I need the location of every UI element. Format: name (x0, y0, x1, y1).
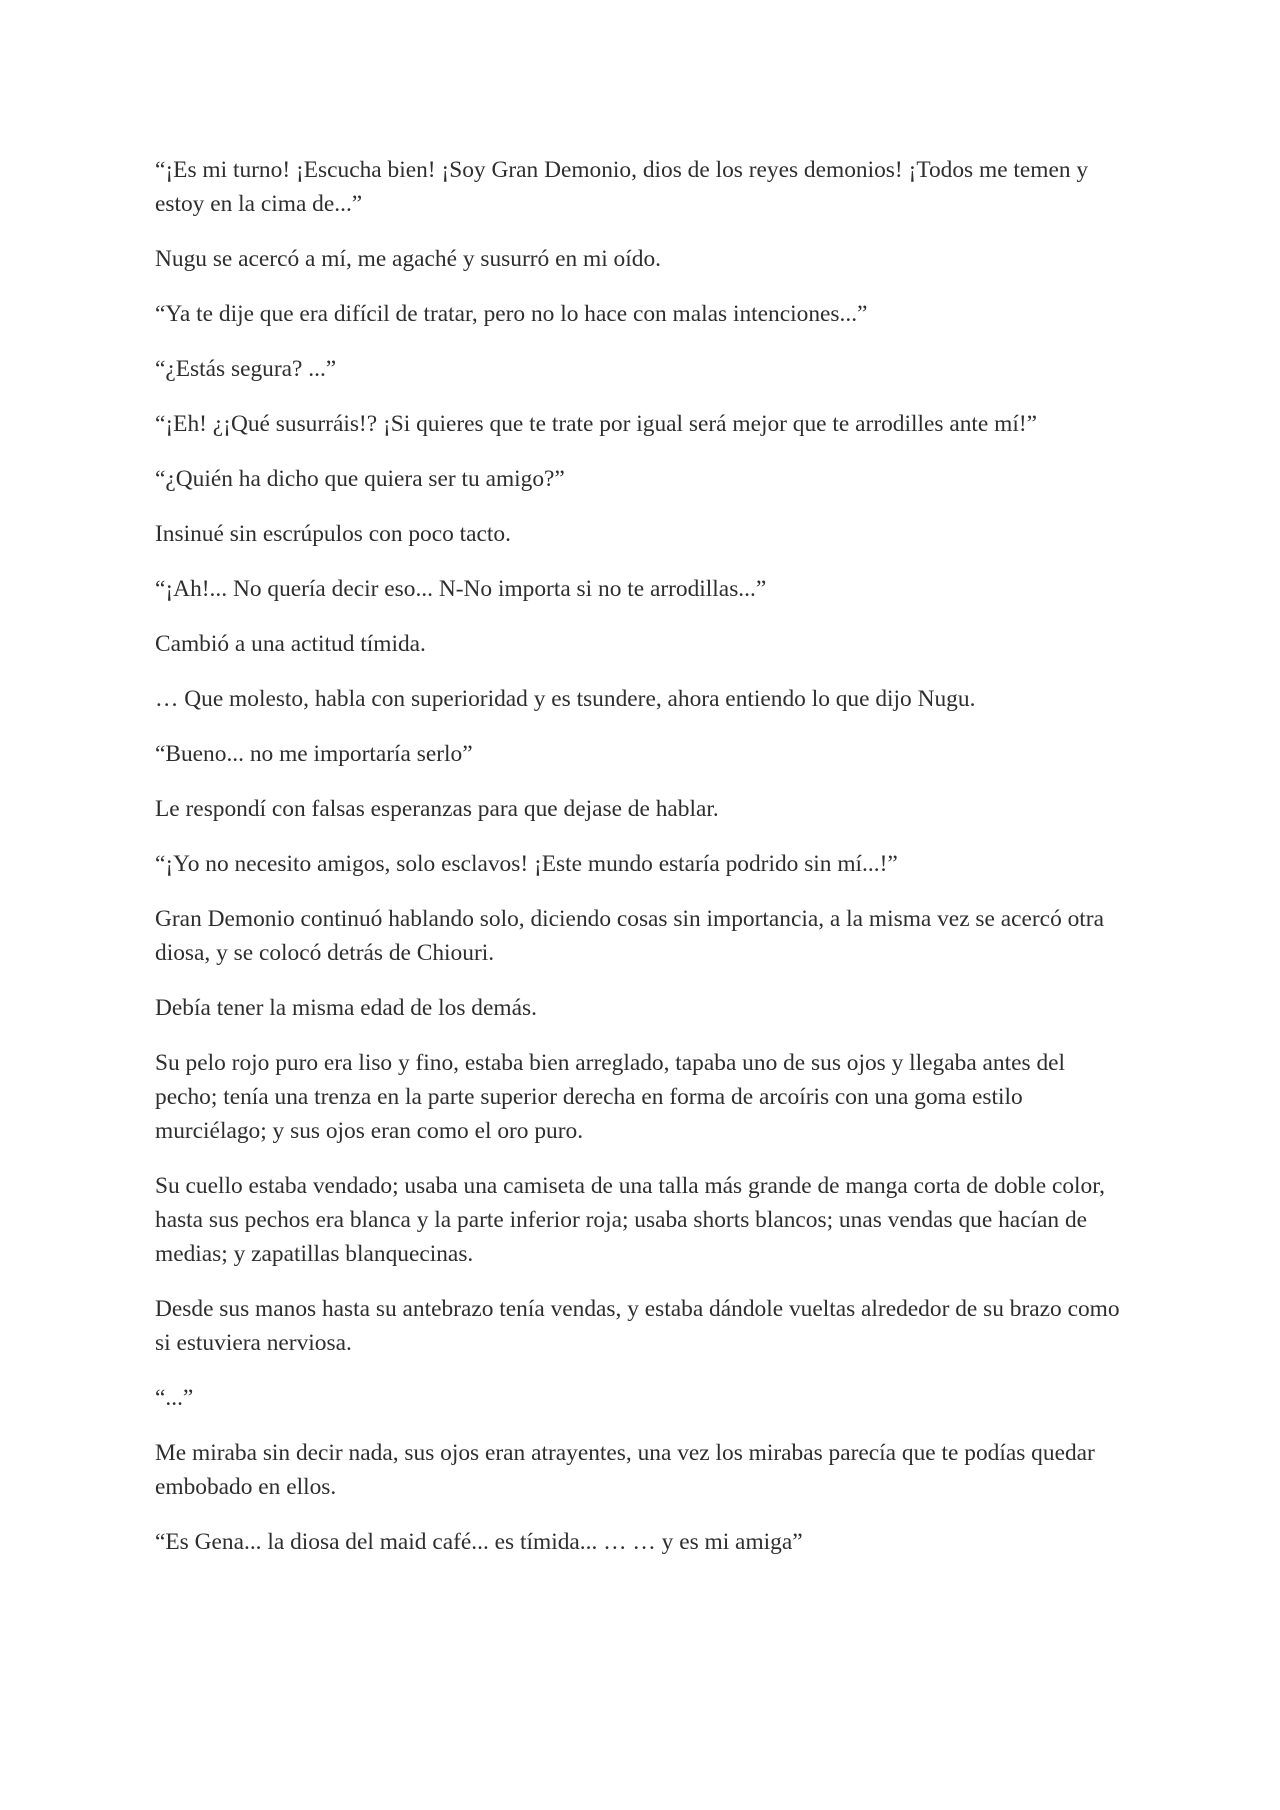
paragraph-4: “¿Estás segura? ...” (155, 356, 337, 382)
paragraph-20: Me miraba sin decir nada, sus ojos eran atrayentes, una vez los mirabas parecía que te podías quedar embobado en ellos. (155, 1440, 1101, 1500)
paragraph-7: Insinué sin escrúpulos con poco tacto. (155, 521, 511, 547)
paragraph-5: “¡Eh! ¿¡Qué susurráis!? ¡Si quieres que te trate por igual será mejor que te arrodilles ante mí!” (155, 411, 1037, 437)
paragraph-2: Nugu se acercó a mí, me agaché y susurró en mi oído. (155, 246, 661, 272)
paragraph-10: … Que molesto, habla con superioridad y es tsundere, ahora entiendo lo que dijo Nugu. (155, 686, 976, 712)
document-body (155, 153, 1130, 1580)
paragraph-21: “Es Gena... la diosa del maid café... es tímida... … … y es mi amiga” (155, 1529, 803, 1555)
paragraph-6: “¿Quién ha dicho que quiera ser tu amigo?” (155, 466, 565, 492)
paragraph-18: Desde sus manos hasta su antebrazo tenía vendas, y estaba dándole vueltas alrededor de su brazo como si estuviera nerviosa. (155, 1296, 1126, 1356)
paragraph-12: Le respondí con falsas esperanzas para que dejase de hablar. (155, 796, 719, 822)
paragraph-17: Su cuello estaba vendado; usaba una camiseta de una talla más grande de manga corta de doble color, hasta sus pechos era blanca y la parte inferior roja; usaba shorts blancos; unas vendas que hacían de medias; y zapatillas blanquecinas. (155, 1173, 1111, 1267)
paragraph-3: “Ya te dije que era difícil de tratar, pero no lo hace con malas intenciones...” (155, 301, 868, 327)
paragraph-19: “...” (155, 1385, 194, 1411)
paragraph-13: “¡Yo no necesito amigos, solo esclavos! ¡Este mundo estaría podrido sin mí...!” (155, 851, 898, 877)
paragraph-8: “¡Ah!... No quería decir eso... N-No importa si no te arrodillas...” (155, 576, 767, 602)
paragraph-1: “¡Es mi turno! ¡Escucha bien! ¡Soy Gran Demonio, dios de los reyes demonios! ¡Todos me temen y estoy en la cima de...” (155, 157, 1094, 217)
paragraph-15: Debía tener la misma edad de los demás. (155, 995, 537, 1021)
paragraph-14: Gran Demonio continuó hablando solo, diciendo cosas sin importancia, a la misma vez se acercó otra diosa, y se colocó detrás de Chiouri. (155, 906, 1110, 966)
paragraph-9: Cambió a una actitud tímida. (155, 631, 426, 657)
paragraph-16: Su pelo rojo puro era liso y fino, estaba bien arreglado, tapaba uno de sus ojos y llegaba antes del pecho; tenía una trenza en la parte superior derecha en forma de arcoíris con una goma estilo murciélago; y sus ojos eran como el oro puro. (155, 1050, 1071, 1144)
paragraph-11: “Bueno... no me importaría serlo” (155, 741, 473, 767)
